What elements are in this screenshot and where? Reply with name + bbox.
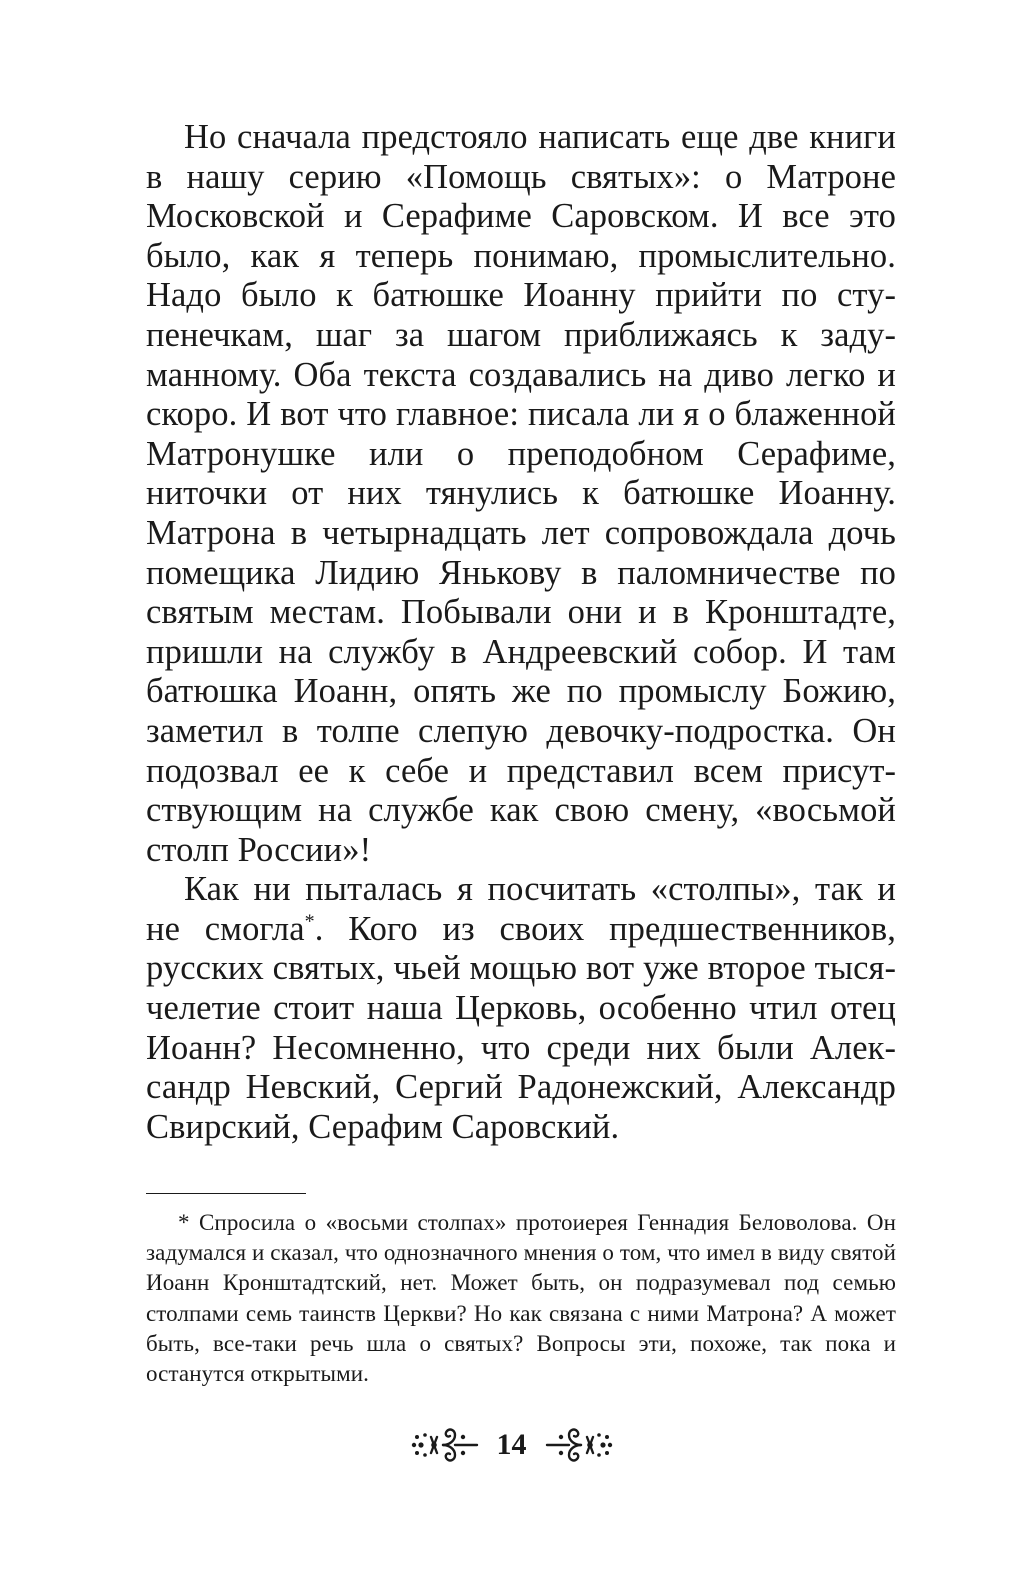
- footnote-divider: [146, 1193, 306, 1194]
- paragraph-1: Но сначала предстояло написать еще две книги в нашу серию «Помощь святых»: о Матроне Московской и Серафиме Саровском. И все это было, как я теперь понимаю, промыслительно. Надо было к батюшке Иоанну прийти по ступенечкам, шаг за шагом приближаясь к задуманному. Оба текста создавались на диво легко и скоро. И вот что главное: писала ли я о блаженной Матронушке или о преподобном Серафиме, ниточки от них тянулись к батюшке Иоанну. Матрона в четырнадцать лет сопровождала дочь помещика Лидию Янькову в паломничестве по святым местам. Побывали они и в Кронштадте, пришли на службу в Андреевский собор. И там батюшка Иоанн, опять же по промыслу Божию, заметил в толпе слепую девочку-подростка. Он подозвал ее к себе и представил всем присутствующим на службе как свою смену, «восьмой столп России»!: [146, 118, 896, 869]
- footnote: * Спросила о «восьми столпах» протоиерея Геннадия Беловолова. Он задумался и сказал, что однозначного мнения о том, что имел в виду святой Иоанн Кронштадтский, нет. Может быть, он подразумевал под семью столпами семь таинств Церкви? Но как связана с ними Матрона? А может быть, все-таки речь шла о святых? Вопросы эти, похоже, так пока и останутся открытыми.: [146, 1210, 896, 1387]
- flourish-left-icon: [407, 1423, 479, 1467]
- paragraph-2: [146, 870, 896, 1147]
- page-number-footer: [0, 1420, 1023, 1470]
- page-number: 14: [496, 1428, 527, 1461]
- flourish-right-icon: [545, 1423, 617, 1467]
- footnote-reference-mark[interactable]: *: [304, 910, 315, 933]
- paragraph-2-text-after: . Кого из своих предшественников, русских святых, чьей мощью вот уже второе тысячелетие стоит наша Церковь, особенно чтил отец Иоанн? Несомненно, что среди них были Александр Невский, Сергий Радонежский, Александр Свирский, Серафим Саровский.: [146, 909, 896, 1146]
- paragraph-2-text-before: Как ни пыталась я посчитать «столпы», так и не смогла: [146, 870, 896, 948]
- main-text: [146, 118, 896, 1147]
